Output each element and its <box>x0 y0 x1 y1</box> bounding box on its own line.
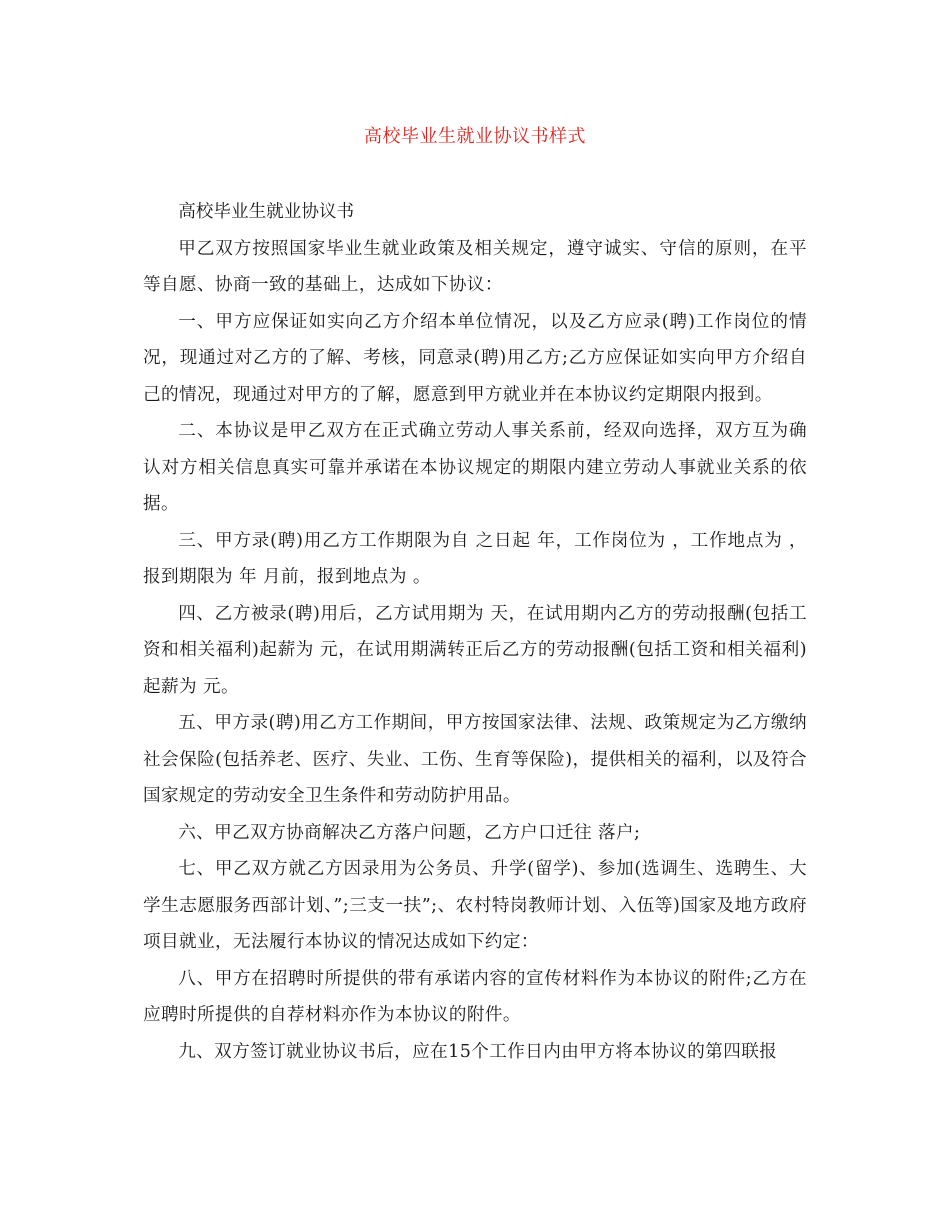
paragraph-clause-9: 九、双方签订就业协议书后，应在15个工作日内由甲方将本协议的第四联报 <box>178 1041 778 1062</box>
paragraph-clause-8: 八、甲方在招聘时所提供的带有承诺内容的宣传材料作为本协议的附件;乙方在应聘时所提供的自荐材料亦作为本协议的附件。 <box>143 968 807 1025</box>
paragraph-clause-6: 六、甲乙双方协商解决乙方落户问题，乙方户口迁往 落户; <box>178 822 641 843</box>
document-body <box>143 194 807 1070</box>
paragraph-clause-5: 五、甲方录(聘)用乙方工作期间，甲方按国家法律、法规、政策规定为乙方缴纳社会保险(包括养老、医疗、失业、工伤、生育等保险)，提供相关的福利，以及符合国家规定的劳动安全卫生条件和劳动防护用品。 <box>143 713 807 806</box>
paragraph-preamble: 甲乙双方按照国家毕业生就业政策及相关规定，遵守诚实、守信的原则，在平等自愿、协商一致的基础上，达成如下协议： <box>143 238 807 295</box>
paragraph-clause-7: 七、甲乙双方就乙方因录用为公务员、升学(留学)、参加(选调生、选聘生、大学生志愿服务西部计划、”;三支一扶”;、农村特岗教师计划、入伍等)国家及地方政府项目就业，无法履行本协议的情况达成如下约定： <box>143 859 807 952</box>
document-title: 高校毕业生就业协议书样式 <box>364 126 586 147</box>
paragraph-clause-4: 四、乙方被录(聘)用后，乙方试用期为 天，在试用期内乙方的劳动报酬(包括工资和相关福利)起薪为 元，在试用期满转正后乙方的劳动报酬(包括工资和相关福利)起薪为 元。 <box>143 603 807 697</box>
paragraph-clause-3: 三、甲方录(聘)用乙方工作期限为自 之日起 年，工作岗位为 ，工作地点为 ，报到期限为 年 月前，报到地点为 。 <box>143 530 807 587</box>
agreement-heading: 高校毕业生就业协议书 <box>178 202 355 222</box>
paragraph-clause-1: 一、甲方应保证如实向乙方介绍本单位情况，以及乙方应录(聘)工作岗位的情况，现通过对乙方的了解、考核，同意录(聘)用乙方;乙方应保证如实向甲方介绍自己的情况，现通过对甲方的了解，愿意到甲方就业并在本协议约定期限内报到。 <box>143 311 807 405</box>
paragraph-clause-2: 二、本协议是甲乙双方在正式确立劳动人事关系前，经双向选择，双方互为确认对方相关信息真实可靠并承诺在本协议规定的期限内建立劳动人事就业关系的依据。 <box>143 421 807 514</box>
